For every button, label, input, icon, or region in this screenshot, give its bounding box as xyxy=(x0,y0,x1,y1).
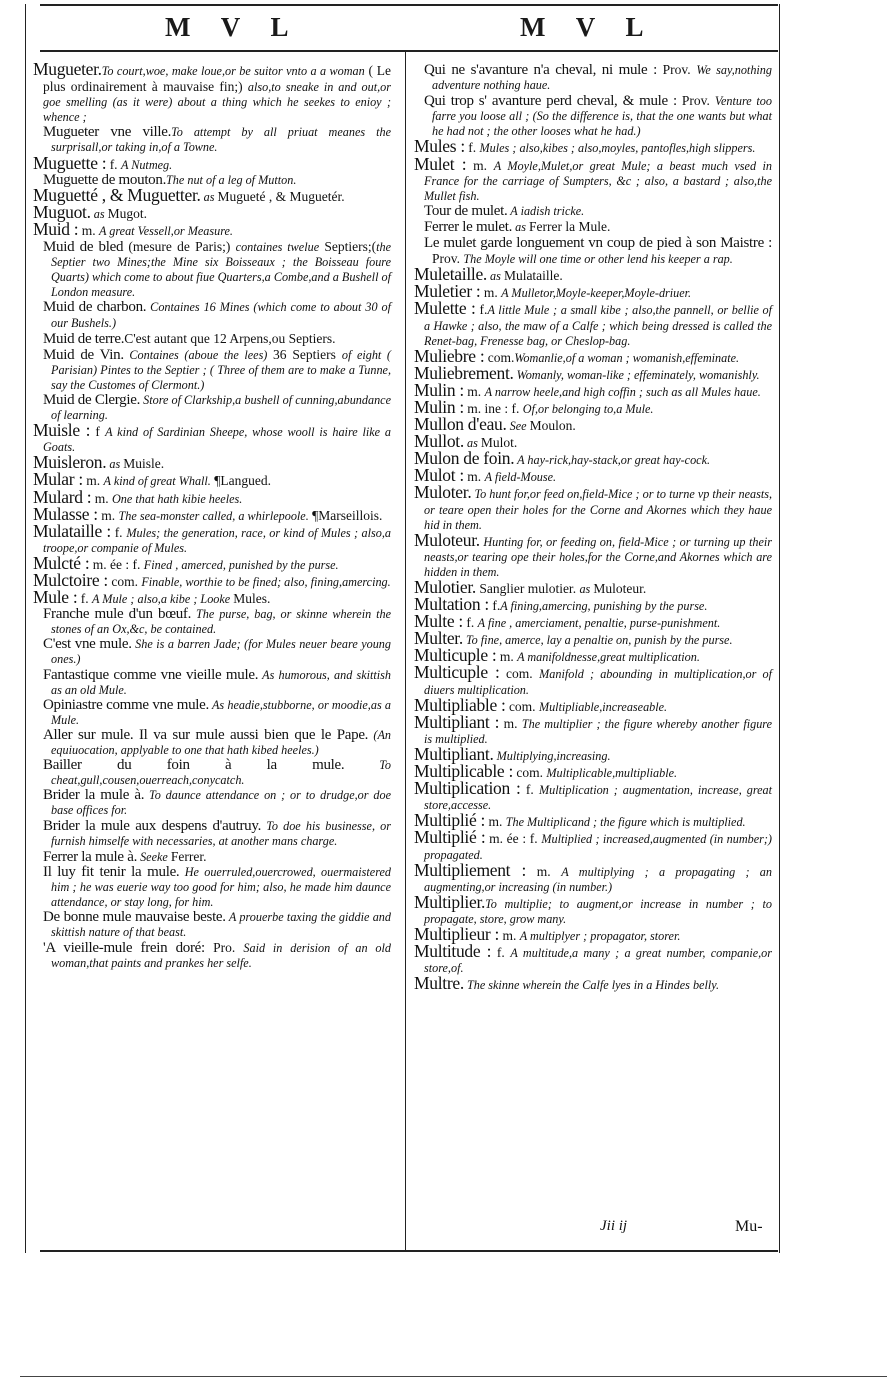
headword: Muliebrement. xyxy=(414,362,514,383)
dictionary-entry xyxy=(414,414,772,435)
headword: Mulin : xyxy=(414,379,464,400)
grammar-note: com. xyxy=(513,765,547,781)
definition: A kind of great Whall. xyxy=(103,474,211,489)
headword: Multiplier. xyxy=(414,891,486,912)
headword: Tour de mulet. xyxy=(424,202,508,219)
definition: She is a barren Jade; (for Mules neuer beare young ones.) xyxy=(51,637,391,667)
headword: Ferrer la mule à. xyxy=(43,848,138,865)
cross-reference: 36 Septiers xyxy=(272,346,342,362)
grammar-note: m. xyxy=(463,383,485,399)
definition-continued: also,to sneake in and out,or goe smelling (as it were) about a thing which he seekes to enioy ; whence ; xyxy=(43,80,391,125)
headword: Mule : xyxy=(33,587,78,608)
dictionary-entry xyxy=(414,859,772,895)
definition: Multiplicable,multipliable. xyxy=(546,766,678,781)
headword: Muletier : xyxy=(414,281,481,302)
headword: C'est vne mule. xyxy=(43,636,132,653)
headword: Multicuple : xyxy=(414,645,497,666)
definition: Venture too farre you loose all ; (So the difference is, that the one wants but what he had not ; the other looses what he had.) xyxy=(432,94,772,139)
dictionary-entry xyxy=(414,153,772,204)
definition: Seeke xyxy=(137,849,171,864)
definition: as xyxy=(200,189,218,204)
headword: Qui ne s'avanture n'a cheval, ni mule : xyxy=(424,62,657,78)
definition: as xyxy=(487,269,504,284)
definition: as xyxy=(463,436,481,451)
headword: Fantastique comme vne vieille mule. xyxy=(43,666,259,683)
grammar-note: f. xyxy=(462,615,478,631)
definition: To multiplie; to augment,or increase in number ; to propagate, store, grow many. xyxy=(424,896,772,926)
headword: Muguot. xyxy=(33,201,91,222)
dictionary-entry xyxy=(414,529,772,580)
headword: Muid de terre. xyxy=(43,330,125,347)
headword: Mulotier. xyxy=(414,577,476,597)
definition: as xyxy=(512,219,530,234)
header-rule xyxy=(40,50,778,52)
definition-continued: of eight ( Parisian) Pintes to the Septier ; ( Three of them are to make a Tunne, say the Customes of Clermont.) xyxy=(51,347,391,392)
definition: The skinne wherein the Calfe lyes in a Hindes belly. xyxy=(463,978,720,993)
sub-entry xyxy=(33,698,391,728)
grammar-note: m. xyxy=(91,490,112,506)
headword: Multipliant. xyxy=(414,743,494,764)
headword: Mugueter vne ville. xyxy=(43,124,172,141)
headword: Mules : xyxy=(414,136,465,157)
dictionary-entry xyxy=(33,420,392,455)
running-head-right: M V L xyxy=(520,12,656,42)
headword: Multer. xyxy=(414,628,463,649)
sub-entry xyxy=(33,819,391,849)
headword: Ferrer le mulet. xyxy=(424,218,513,235)
dictionary-entry xyxy=(414,662,773,697)
definition: Fined , amerced, punished by the purse. xyxy=(143,557,339,572)
definition: The purse, bag, or skinne wherein the stones of an Ox,&c, be contained. xyxy=(51,607,391,637)
sub-entry xyxy=(33,788,391,818)
headword: Muloteur. xyxy=(414,529,480,550)
grammar-note: m. ée : f. xyxy=(89,556,144,572)
definition: A kind of Sardinian Sheepe, whose wooll is haire like a Goats. xyxy=(43,425,392,455)
dictionary-entry xyxy=(33,218,391,239)
sub-entry xyxy=(33,347,391,393)
cross-reference: Mulataille. xyxy=(503,268,563,284)
definition: containes twelue xyxy=(235,240,320,255)
sub-entry xyxy=(33,728,391,758)
definition: A Mule ; also,a kibe ; Looke xyxy=(92,592,234,607)
grammar-note: f. xyxy=(106,156,121,172)
cross-reference: Ferrer. xyxy=(170,848,207,864)
definition: A multitude,a many ; a great number, companie,or store,of. xyxy=(424,946,772,976)
sub-entry xyxy=(33,239,391,300)
grammar-note: m. xyxy=(480,285,502,301)
headword: Mulin : xyxy=(414,396,464,417)
headword: Muid de charbon. xyxy=(43,299,147,316)
definition: Multipliable,increaseable. xyxy=(538,699,668,714)
grammar-note: f. xyxy=(77,591,93,607)
column-divider xyxy=(405,52,406,1250)
headword: De bonne mule mauvaise beste. xyxy=(43,909,226,926)
headword: Multe : xyxy=(414,611,463,632)
sub-entry xyxy=(414,62,772,93)
definition: The Multiplicand ; the figure which is multiplied. xyxy=(505,815,746,830)
headword: Multiplié : xyxy=(414,810,486,831)
right-column xyxy=(414,62,772,993)
headword: Multipliant : xyxy=(414,711,500,732)
dictionary-entry xyxy=(414,298,773,348)
dictionary-entry xyxy=(414,362,772,383)
definition: as xyxy=(90,206,108,221)
grammar-note: Prov. xyxy=(657,62,697,77)
definition: To doe his businesse, or furnish himselfe with necessaries, at another mans charge. xyxy=(51,818,391,848)
definition: A hay-rick,hay-stack,or great hay-cock. xyxy=(514,453,711,468)
grammar-note: com. xyxy=(484,349,515,365)
sub-entry xyxy=(414,204,772,219)
headword: Mulon de foin. xyxy=(414,448,515,469)
dictionary-entry xyxy=(33,452,391,473)
grammar-note: m. xyxy=(499,927,520,943)
definition: A narrow heele,and high coffin ; such as all Mules haue. xyxy=(484,384,761,399)
sub-entry xyxy=(33,300,391,330)
grammar-note: Sanglier mulotier. xyxy=(475,581,580,596)
headword: Mulataille : xyxy=(33,520,111,541)
headword: Mulette : xyxy=(414,298,476,319)
headword: Brider la mule aux despens d'autruy. xyxy=(43,817,262,834)
definition: A manifoldnesse,great multiplication. xyxy=(517,650,700,665)
headword: Multiplieur : xyxy=(414,923,500,944)
definition: Finable, worthie to be fined; also, fining,amercing. xyxy=(141,575,391,589)
headword: Mulcté : xyxy=(33,552,90,573)
definition: See xyxy=(506,419,530,434)
headword: Il luy fit tenir la mule. xyxy=(43,863,180,880)
definition: Store of Clarkship,a bushell of cunning,abundance of learning. xyxy=(51,392,391,423)
headword: Multiplication : xyxy=(414,778,521,799)
sub-entry xyxy=(33,393,391,423)
definition: As humorous, and skittish as an old Mule. xyxy=(51,667,391,697)
definition: A multiplying ; a propagating ; an augmenting,or increasing (in number.) xyxy=(424,864,772,894)
cross-reference: ( Le plus ordinairement à mauvaise fin;) xyxy=(43,63,392,95)
headword: Multipliement : xyxy=(414,859,527,880)
definition: We say,nothing adventure nothing haue. xyxy=(432,63,772,93)
dictionary-entry xyxy=(414,136,772,157)
dictionary-entry xyxy=(414,891,772,927)
page-edge-rule xyxy=(20,1376,887,1377)
grammar-note: m. xyxy=(82,473,104,489)
dictionary-entry xyxy=(414,448,772,469)
headword: Mullon d'eau. xyxy=(414,414,507,435)
dictionary-entry xyxy=(414,482,772,532)
headword: Muid de bled xyxy=(43,239,124,256)
grammar-note: com. xyxy=(107,574,142,589)
definition: A great Vessell,or Measure. xyxy=(99,223,233,238)
definition: A prouerbe taxing the giddie and skittish nature of that beast. xyxy=(51,910,391,940)
grammar-note: f. xyxy=(475,302,488,318)
grammar-note: m. ée : f. xyxy=(485,831,542,847)
grammar-note: m. xyxy=(499,715,522,731)
definition: A Moyle,Mulet,or great Mule; a beast much vsed in France for the carriage of Sumpters, &c ; also, a bastard ; also,the Mullet fish. xyxy=(424,158,772,203)
bottom-rule xyxy=(40,1250,778,1252)
headword: Muletaille. xyxy=(414,264,487,285)
headword: Mular : xyxy=(33,469,83,490)
sub-entry xyxy=(33,668,391,698)
grammar-note: m. xyxy=(496,649,518,665)
grammar-note: com. xyxy=(505,698,539,714)
headword: Mulot : xyxy=(414,465,464,486)
headword: Mulet : xyxy=(414,153,467,174)
dictionary-entry xyxy=(414,711,772,747)
grammar-note: m. xyxy=(485,814,506,830)
headword: Multipliable : xyxy=(414,694,506,715)
definition: Mules ; also,kibes ; also,moyles, pantofles,high slippers. xyxy=(479,141,756,156)
definition: To cheat,gull,cousen,ouerreach,conycatch. xyxy=(51,758,391,788)
definition: A fine , amerciament, penaltie, purse-punishment. xyxy=(477,616,721,631)
definition: Multiplied ; increased,augmented (in number;) propagated. xyxy=(424,832,772,862)
grammar-note: f. xyxy=(464,140,480,156)
definition: The multiplier ; the figure whereby another figure is multiplied. xyxy=(424,716,772,746)
headword: Mullot. xyxy=(414,431,464,452)
headword: Opiniastre comme vne mule. xyxy=(43,696,209,713)
grammar-note: m. xyxy=(463,469,485,485)
definition: Manifold ; abounding in multiplication,or of diuers multiplication. xyxy=(424,667,773,697)
definition: A field-Mouse. xyxy=(484,470,557,485)
grammar-note: f. xyxy=(491,945,511,961)
cross-reference: Ferrer la Mule. xyxy=(529,218,611,234)
headword: Muliebre : xyxy=(414,345,485,366)
definition: Multiplying,increasing. xyxy=(493,748,611,763)
sub-entry xyxy=(33,849,391,865)
grammar-note: f. xyxy=(520,782,540,798)
headword: 'A vieille-mule frein doré: xyxy=(43,940,205,957)
definition: A Mulletor,Moyle-keeper,Moyle-driuer. xyxy=(501,286,692,301)
dictionary-entry xyxy=(33,570,391,590)
definition: Womanly, woman-like ; effeminately, womanishly. xyxy=(513,367,760,382)
definition: As headie,stubborne, or moodie,as a Mule. xyxy=(51,697,391,727)
headword: Bailler du foin à la mule. xyxy=(43,757,345,774)
cross-reference: Muisle. xyxy=(123,456,165,472)
cross-reference: Septiers;( xyxy=(319,239,377,255)
sub-entry xyxy=(33,607,391,637)
grammar-note: f xyxy=(90,424,106,440)
grammar-note: m. xyxy=(526,863,562,879)
dictionary-entry xyxy=(414,973,772,994)
dictionary-entry xyxy=(414,778,772,813)
definition: A fining,amercing, punishing by the purse. xyxy=(500,599,708,614)
grammar-note: m. ine : f. xyxy=(463,400,523,416)
headword: Muisleron. xyxy=(33,452,107,473)
definition: A iadish tricke. xyxy=(507,203,585,218)
sub-entry xyxy=(33,331,391,347)
headword: Mugueter. xyxy=(33,59,102,79)
cross-reference: Mulot. xyxy=(480,435,518,451)
sub-entry xyxy=(33,940,391,971)
headword: Brider la mule à. xyxy=(43,787,145,804)
definition: To court,woe, make loue,or be suitor vnto a a woman xyxy=(101,64,365,78)
headword: Le mulet garde longuement vn coup de pied à son Maistre : xyxy=(424,235,772,252)
cross-reference: Mules. xyxy=(233,591,271,607)
grammar-note: m. xyxy=(466,157,494,173)
signature-mark: Jii ij xyxy=(600,1218,628,1234)
cross-reference: Mugot. xyxy=(107,205,148,221)
cross-reference: ¶Langued. xyxy=(210,473,271,489)
sub-entry xyxy=(33,910,391,940)
cross-reference: Moulon. xyxy=(529,418,576,434)
grammar-note: (mesure de Paris;) xyxy=(123,239,236,255)
headword: Muisle : xyxy=(33,420,91,441)
definition: To daunce attendance on ; or to drudge,or doe base offices for. xyxy=(51,788,391,818)
cross-reference: ¶Marseillois. xyxy=(308,507,383,523)
definition: A little Mule ; a small kibe ; also,the pannell, or bellie of a Hawke ; also, the maw of a Calfe ; which being dressed is called the Renet-bag, Frenesse bag, or Cheslop-bag. xyxy=(424,303,773,348)
left-column xyxy=(33,59,392,971)
headword: Franche mule d'un bœuf. xyxy=(43,606,192,623)
sub-entry xyxy=(33,865,391,910)
definition: A Nutmeg. xyxy=(120,157,173,172)
dictionary-entry xyxy=(414,379,772,400)
headword: Muid : xyxy=(33,218,79,239)
headword: Muguette : xyxy=(33,152,107,173)
headword: Qui trop s' avanture perd cheval, & mule : xyxy=(424,93,677,110)
catchword: Mu- xyxy=(735,1218,763,1235)
definition: He ouerruled,ouercrowed, ouermaistered him ; he was euerie way too good for him; also, he made him daunce attendance, or stay long, for him. xyxy=(51,864,391,909)
headword: Multre. xyxy=(414,973,464,994)
definition: Of,or belonging to,a Mule. xyxy=(522,401,654,416)
grammar-note: Pro. xyxy=(204,940,244,956)
dictionary-entry xyxy=(414,594,772,615)
definition: To attempt by all priuat meanes the surprisall,or taking in,of a Towne. xyxy=(51,125,391,155)
headword: Multiplié : xyxy=(414,827,486,848)
dictionary-entry xyxy=(33,59,392,125)
sub-entry xyxy=(414,219,772,235)
headword: Muguette de mouton. xyxy=(43,171,167,188)
headword: Multation : xyxy=(414,594,489,615)
definition: One that hath kibie heeles. xyxy=(112,491,243,506)
definition: The sea-monster called, a whirlepoole. xyxy=(118,508,309,523)
headword: Mulctoire : xyxy=(33,570,108,590)
definition: To fine, amerce, lay a penaltie on, punish by the purse. xyxy=(462,633,733,648)
grammar-note: C'est autant que 12 Arpens,ou Septiers. xyxy=(124,330,336,346)
grammar-note: m. xyxy=(97,507,119,523)
dictionary-entry xyxy=(33,587,391,608)
running-head-left: M V L xyxy=(165,12,301,42)
definition: Mules; the generation, race, or kind of Mules ; also,a troope,or companie of Mules. xyxy=(43,525,391,555)
headword: Mulard : xyxy=(33,486,92,507)
definition: The nut of a leg of Mutton. xyxy=(166,172,297,187)
grammar-note: Prov. xyxy=(676,93,715,109)
definition: Womanlie,of a woman ; womanish,effeminate. xyxy=(514,350,740,365)
definition-continued: the Septier two Mines;the Mine six Boisseaux ; the Boisseau foure Quarts) which come to about fiue Quarters,a Combe,and a Bushell of London measure. xyxy=(51,240,391,300)
dictionary-entry xyxy=(33,520,391,556)
cross-reference: Mugueté , & Muguetér. xyxy=(217,188,345,204)
headword: Multitude : xyxy=(414,941,492,962)
definition: as xyxy=(579,582,594,596)
headword: Mulasse : xyxy=(33,503,98,524)
headword: Muloter. xyxy=(414,482,472,503)
headword: Multiplicable : xyxy=(414,761,514,782)
cross-reference: Muloteur. xyxy=(593,581,647,596)
headword: Aller sur mule. Il va sur mule aussi bien que le Pape. xyxy=(43,726,369,743)
headword: Muid de Clergie. xyxy=(43,391,141,408)
definition: Hunting for, or feeding on, field-Mice ; or turning up their neasts,or tearing ope their holes,for the Corne,and Akornes which are hidden in them. xyxy=(424,534,772,579)
definition: Multiplication ; augmentation, increase, great store,accesse. xyxy=(424,783,772,813)
grammar-note: m. xyxy=(78,222,100,238)
dictionary-entry xyxy=(414,611,772,632)
dictionary-entry xyxy=(33,201,391,222)
sub-entry xyxy=(414,235,772,267)
sub-entry xyxy=(33,637,391,667)
definition: Containes 16 Mines (which come to about 30 of our Bushels.) xyxy=(51,300,391,330)
grammar-note: f. xyxy=(110,524,127,540)
definition: Containes (aboue the lees) xyxy=(123,347,273,362)
sub-entry xyxy=(414,93,772,139)
definition: (An equiuocation, applyable to one that hath kibed heeles.) xyxy=(51,727,391,758)
dictionary-entry xyxy=(414,827,772,862)
sub-entry xyxy=(33,125,391,155)
headword: Muguetté , & Muguetter. xyxy=(33,184,201,205)
headword: Multicuple : xyxy=(414,662,500,683)
definition: A multiplyer ; propagator, storer. xyxy=(519,928,681,943)
dictionary-entry xyxy=(414,941,772,976)
dictionary-entry xyxy=(33,152,391,173)
definition: To hunt for,or feed on,field-Mice ; or to turne vp their neasts, or teare open their holes for the Corne and Akornes which they haue hid in them. xyxy=(424,487,772,532)
definition: as xyxy=(106,457,124,472)
sub-entry xyxy=(33,758,391,788)
definition: Said in derision of an old woman,that paints and prankes her selfe. xyxy=(51,941,391,971)
grammar-note: f. xyxy=(488,598,501,614)
definition: The Moyle will one time or other lend his keeper a rap. xyxy=(463,252,733,267)
grammar-note: Prov. xyxy=(432,251,464,267)
grammar-note: com. xyxy=(499,666,540,682)
headword: Muid de Vin. xyxy=(43,346,124,363)
